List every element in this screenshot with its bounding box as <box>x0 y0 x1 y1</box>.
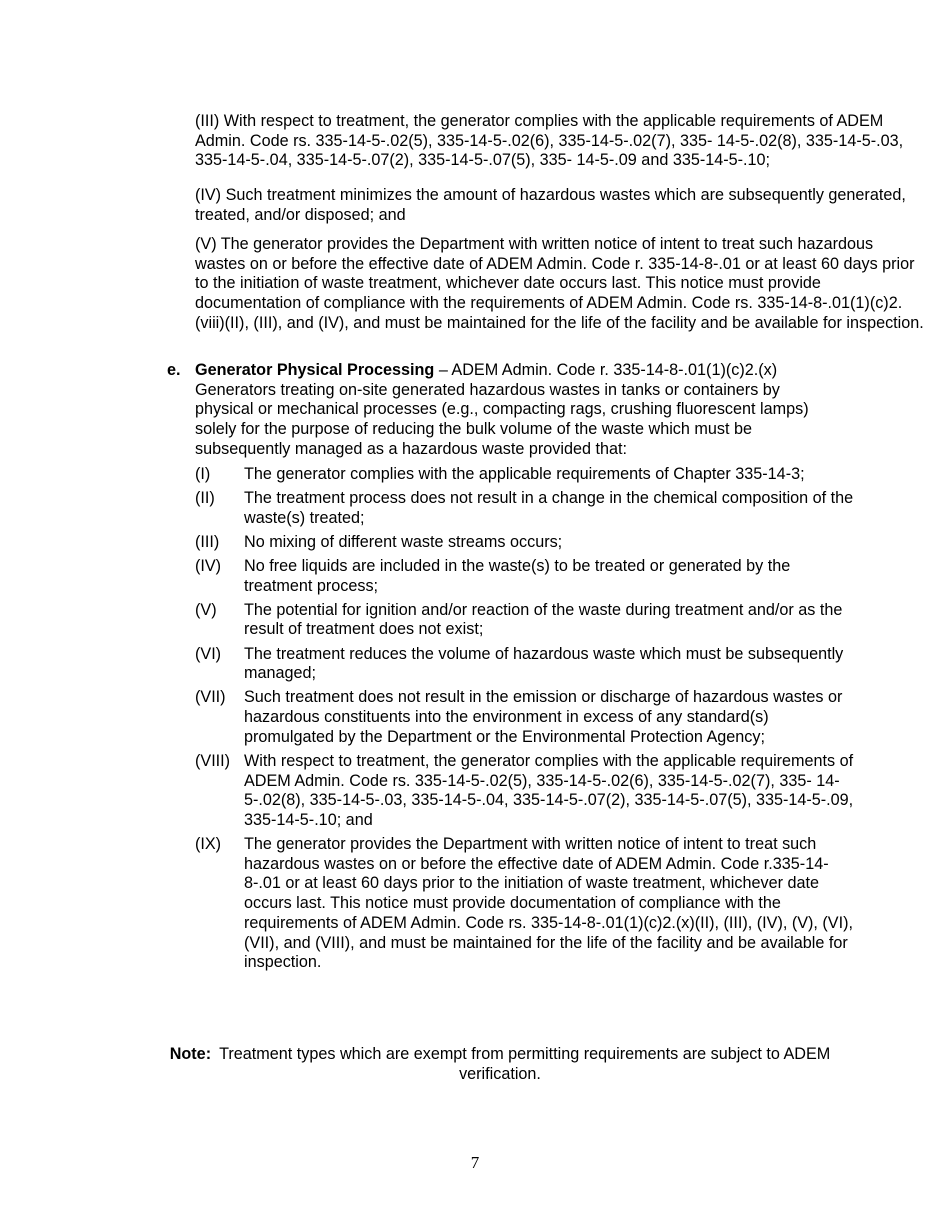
sub-list-text: No mixing of different waste streams occurs; <box>244 532 563 551</box>
paragraph-iii: (III) With respect to treatment, the generator complies with the applicable requirements of ADEM Admin. Code rs. 335-14-5-.02(5), 335-14-5-.02(6), 335-14-5-.02(7), 335- 14-5-.02(8), 335-14-5-.03, 335-14-5-.04, 335-14-5-.07(2), 335-14-5-.07(5), 335- 14-5-.09 and 335-14-5-.10; <box>195 112 904 170</box>
sub-list-text: Such treatment does not result in the emission or discharge of hazardous wastes or hazardous constituents into the environment in excess of any standard(s) promulgated by the Department or the Environmental Protection Agency; <box>244 688 843 746</box>
sub-list-item <box>195 752 855 831</box>
sub-list-item <box>195 688 855 747</box>
sub-list-number: (VIII) <box>195 751 231 770</box>
sub-list-item <box>195 645 855 684</box>
sub-list-number: (I) <box>195 465 211 483</box>
paragraph-iv: (IV) Such treatment minimizes the amount of hazardous wastes which are subsequently generated, treated, and/or disposed; and <box>195 186 906 224</box>
sub-list-item <box>195 533 855 553</box>
note <box>160 1045 840 1084</box>
section-citation: – ADEM Admin. Code r. 335-14-8-.01(1)(c)2.(x) <box>434 361 778 379</box>
sub-list-item <box>195 835 855 973</box>
sub-list-text: The treatment process does not result in a change in the chemical composition of the waste(s) treated; <box>244 489 854 527</box>
sub-list-number: (II) <box>195 489 215 508</box>
sub-list-item <box>195 601 855 640</box>
note-label: Note: <box>169 1045 212 1063</box>
sub-list <box>195 465 855 977</box>
paragraph-v: (V) The generator provides the Department with written notice of intent to treat such hazardous wastes on or before the effective date of ADEM Admin. Code r. 335-14-8-.01 or at least 60 days prior to the initiation of waste treatment, whichever date occurs last. This notice must provide documentation of compliance with the requirements of ADEM Admin. Code rs. 335-14-8-.01(1)(c)2.(viii)(II), (III), and (IV), and must be maintained for the life of the facility and be available for inspection. <box>195 235 924 332</box>
sub-list-number: (IV) <box>195 556 222 575</box>
sub-list-number: (IX) <box>195 835 222 854</box>
note-text: Treatment types which are exempt from permitting requirements are subject to ADEM verification. <box>219 1045 831 1083</box>
sub-list-item <box>195 557 855 596</box>
sub-list-text: With respect to treatment, the generator complies with the applicable requirements of ADEM Admin. Code rs. 335-14-5-.02(5), 335-14-5-.02(6), 335-14-5-.02(7), 335- 14-5-.02(8), 335-14-5-.03, 335-14-5-.04, 335-14-5-.07(2), 335-14-5-.07(5), 335-14-5-.09, 335-14-5-.10; and <box>244 751 854 829</box>
page-number: 7 <box>470 1153 480 1172</box>
sub-list-text: The generator provides the Department with written notice of intent to treat such hazardous wastes on or before the effective date of ADEM Admin. Code r.335-14-8-.01 or at least 60 days prior to the initiation of waste treatment, whichever date occurs last. This notice must provide documentation of compliance with the requirements of ADEM Admin. Code rs. 335-14-8-.01(1)(c)2.(x)(II), (III), (IV), (V), (VI), (VII), and (VIII), and must be maintained for the life of the facility and be available for inspection. <box>244 835 853 972</box>
sub-list-text: No free liquids are included in the waste(s) to be treated or generated by the treatment process; <box>244 556 791 595</box>
sub-list-number: (VII) <box>195 688 226 707</box>
sub-list-number: (V) <box>195 600 217 619</box>
list-item-body <box>195 361 825 460</box>
list-item-e <box>167 361 927 460</box>
sub-list-text: The generator complies with the applicable requirements of Chapter 335-14-3; <box>244 465 805 483</box>
section-body: Generators treating on-site generated hazardous wastes in tanks or containers by physical or mechanical processes (e.g., compacting rags, crushing fluorescent lamps) solely for the purpose of reducing the bulk volume of the waste which must be subsequently managed as a hazardous waste provided that: <box>195 380 809 458</box>
sub-list-text: The treatment reduces the volume of hazardous waste which must be subsequently managed; <box>244 644 844 683</box>
sub-list-item <box>195 465 855 485</box>
sub-list-number: (VI) <box>195 644 222 663</box>
sub-list-text: The potential for ignition and/or reaction of the waste during treatment and/or as the result of treatment does not exist; <box>244 600 843 639</box>
section-title: Generator Physical Processing <box>195 361 435 379</box>
sub-list-item <box>195 489 855 528</box>
list-marker: e. <box>167 361 181 379</box>
sub-list-number: (III) <box>195 532 220 551</box>
